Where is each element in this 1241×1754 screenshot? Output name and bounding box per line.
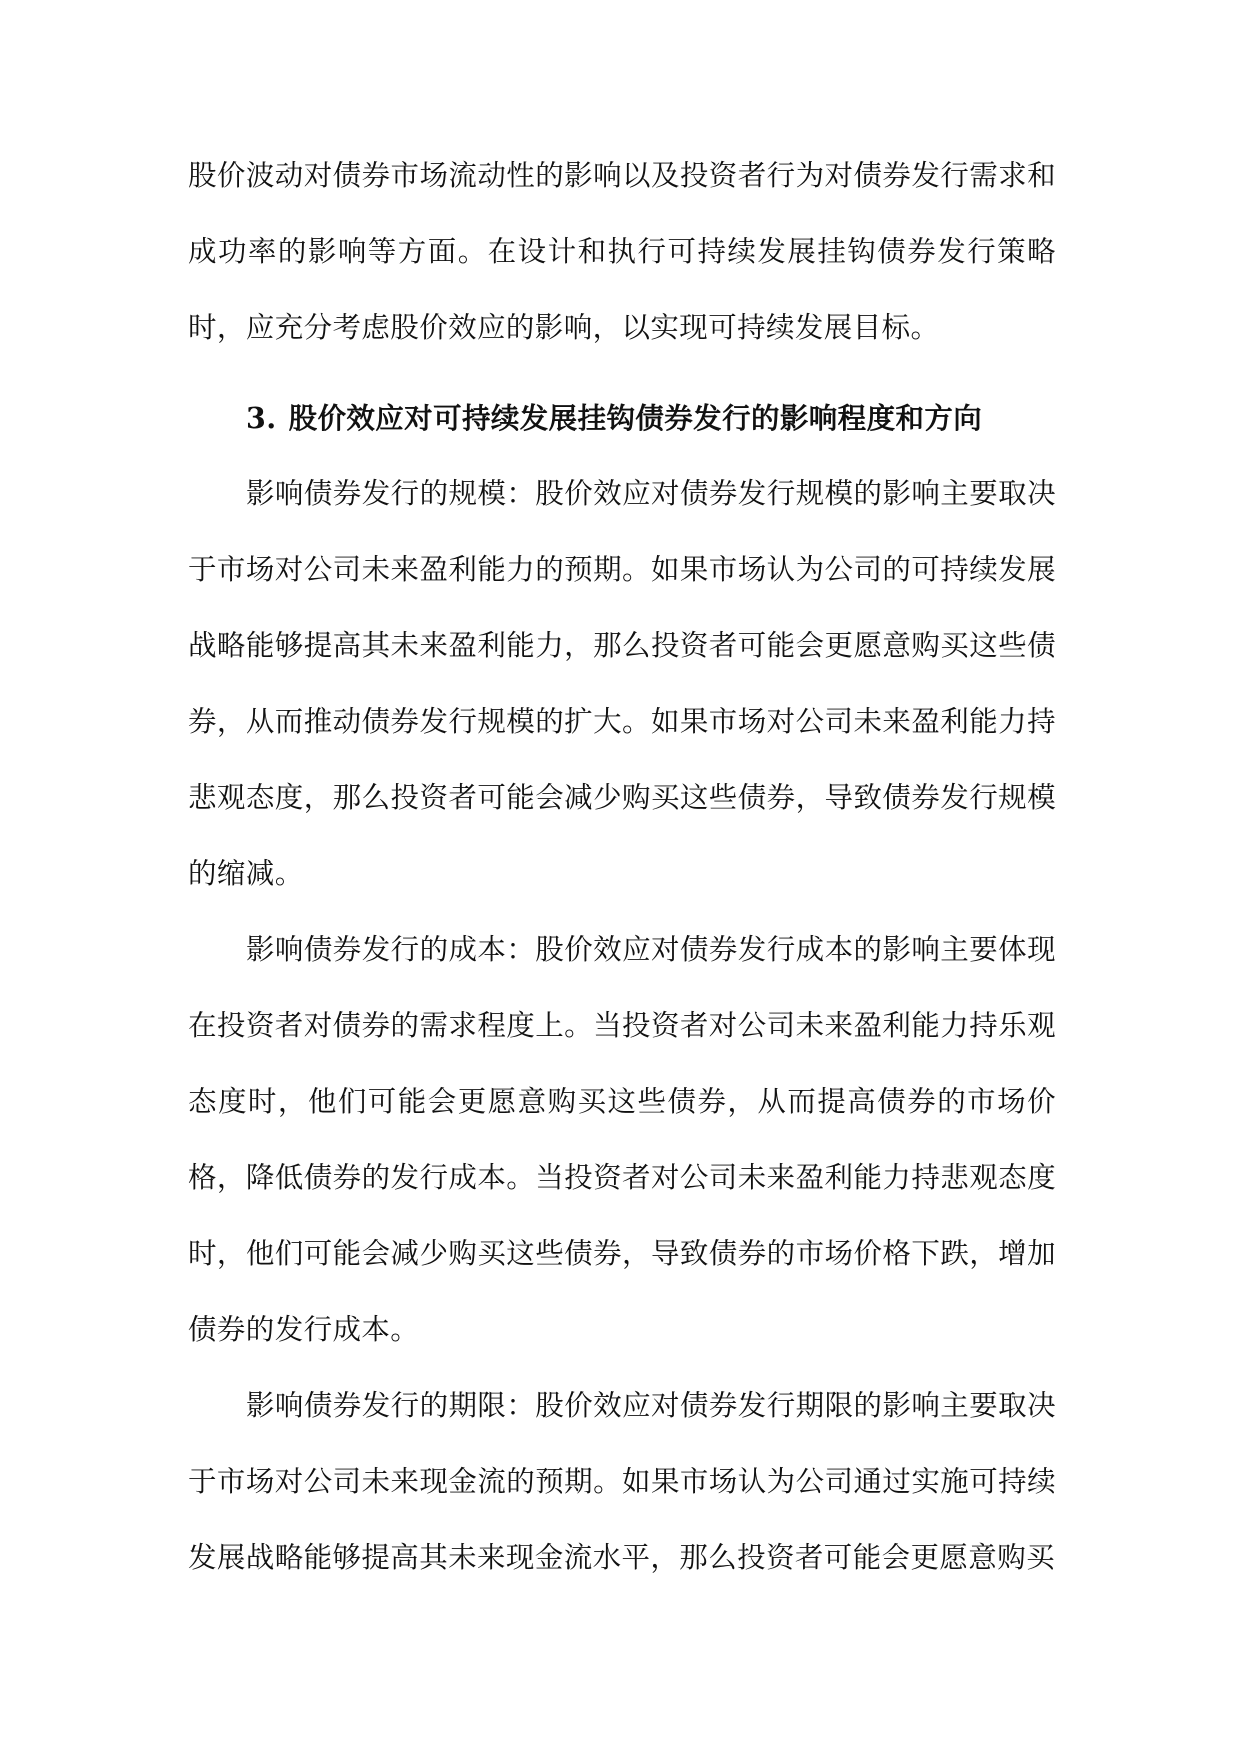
paragraph-continuation: 股价波动对债券市场流动性的影响以及投资者行为对债券发行需求和成功率的影响等方面。在设计和执行可持续发展挂钩债券发行策略时，应充分考虑股价效应的影响，以实现可持续发展目标。 [188,159,1056,344]
page-body [188,138,1056,1596]
section-heading [188,380,1056,456]
paragraph-issuance-term: 影响债券发行的期限：股价效应对债券发行期限的影响主要取决于市场对公司未来现金流的预期。如果市场认为公司通过实施可持续发展战略能够提高其未来现金流水平，那么投资者可能会更愿意购买 [188,1389,1056,1574]
paragraph-issuance-cost: 影响债券发行的成本：股价效应对债券发行成本的影响主要体现在投资者对债券的需求程度上。当投资者对公司未来盈利能力持乐观态度时，他们可能会更愿意购买这些债券，从而提高债券的市场价格，降低债券的发行成本。当投资者对公司未来盈利能力持悲观态度时，他们可能会减少购买这些债券，导致债券的市场价格下跌，增加债券的发行成本。 [188,933,1056,1346]
paragraph-issuance-scale: 影响债券发行的规模：股价效应对债券发行规模的影响主要取决于市场对公司未来盈利能力的预期。如果市场认为公司的可持续发展战略能够提高其未来盈利能力，那么投资者可能会更愿意购买这些债券，从而推动债券发行规模的扩大。如果市场对公司未来盈利能力持悲观态度，那么投资者可能会减少购买这些债券，导致债券发行规模的缩减。 [188,477,1056,890]
section-title: 股价效应对可持续发展挂钩债券发行的影响程度和方向 [288,401,983,435]
section-number: 3. [246,401,277,435]
